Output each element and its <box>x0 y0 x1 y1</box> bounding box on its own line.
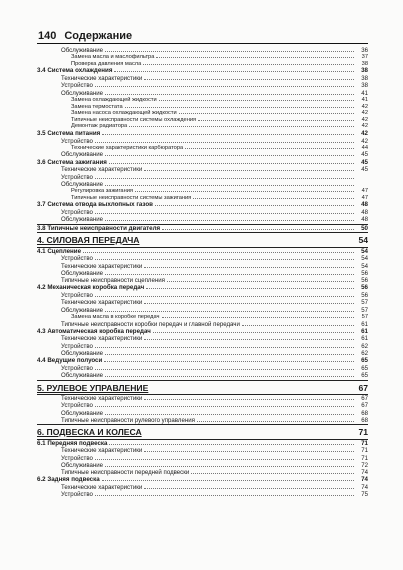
toc-entry-title: Типичные неисправности системы охлаждения <box>71 116 197 123</box>
toc-entry[interactable] <box>37 491 368 498</box>
toc-entry[interactable] <box>37 188 368 195</box>
toc-entry-title: Обслуживание <box>61 350 104 358</box>
toc-entry-title: Обслуживание <box>61 180 104 188</box>
toc-entry[interactable] <box>37 82 368 89</box>
toc-entry[interactable] <box>37 365 368 372</box>
toc-entry-title: Регулировка зажигания <box>71 188 133 195</box>
toc-page-number: 72 <box>361 461 368 469</box>
toc-entry[interactable] <box>37 255 368 262</box>
toc-entry[interactable] <box>37 195 368 202</box>
toc-entry[interactable] <box>37 97 368 104</box>
dot-leader <box>143 64 354 65</box>
toc-page-number: 38 <box>361 60 368 67</box>
dot-leader <box>156 57 354 58</box>
toc-page-number: 71 <box>358 427 368 438</box>
toc-entry[interactable] <box>37 455 368 462</box>
toc-page-number: 71 <box>361 447 368 455</box>
toc-page-number: 38 <box>361 82 368 90</box>
dot-leader <box>105 466 354 467</box>
toc-entry-title: Технические характеристики <box>61 166 143 174</box>
toc-entry-title: Технические характеристики <box>61 335 143 343</box>
dot-leader <box>95 213 354 214</box>
toc-entry-title: Проверка давления масла <box>71 60 142 67</box>
toc-entry[interactable] <box>37 138 368 145</box>
toc-page-number: 56 <box>361 284 368 292</box>
toc-entry-title: 3.4 Система охлаждения <box>37 67 113 75</box>
dot-leader <box>179 113 354 114</box>
toc-entry[interactable] <box>37 61 368 68</box>
toc-page-number: 42 <box>361 123 368 130</box>
toc-entry-title: Типичные неисправности коробки передач и главной передачи <box>61 320 240 328</box>
toc-entry-title: Технические характеристики <box>61 484 143 492</box>
toc-entry[interactable] <box>37 181 368 188</box>
toc-section[interactable] <box>37 130 368 138</box>
dot-leader <box>167 281 354 282</box>
toc-page-number: 65 <box>361 372 368 380</box>
toc-entry[interactable] <box>37 145 368 152</box>
dot-leader <box>144 339 354 340</box>
dot-leader <box>155 205 354 206</box>
toc-section[interactable] <box>37 440 368 448</box>
dot-leader <box>95 296 354 297</box>
page-number: 140 <box>38 30 57 42</box>
dot-leader <box>198 120 354 121</box>
dot-leader <box>105 220 354 221</box>
toc-page-number: 57 <box>361 306 368 314</box>
toc-entry-title: 4.3 Автоматическая коробка передач <box>37 327 151 335</box>
dot-leader <box>105 414 354 415</box>
toc-entry[interactable] <box>37 292 368 299</box>
dot-leader <box>185 148 354 149</box>
toc-page-number: 54 <box>361 247 368 255</box>
toc-page-number: 71 <box>361 454 368 462</box>
toc-entry[interactable] <box>37 343 368 350</box>
dot-leader <box>144 488 354 489</box>
dot-leader <box>102 134 354 135</box>
toc-chapter[interactable] <box>37 427 368 439</box>
toc-entry[interactable] <box>37 462 368 469</box>
toc-entry-title: Замена термостата <box>71 103 123 110</box>
toc-entry-title: Обслуживание <box>61 216 104 224</box>
toc-page-number: 67 <box>361 402 368 410</box>
dot-leader <box>125 107 354 108</box>
toc-entry[interactable] <box>37 395 368 402</box>
section-rule <box>37 424 368 425</box>
toc-entry-title: Типичные неисправности передней подвески <box>61 469 190 477</box>
running-title: Содержание <box>64 30 133 42</box>
toc-entry-title: Устройство <box>61 255 93 263</box>
toc-page-number: 42 <box>361 110 368 117</box>
toc-entry-title: Устройство <box>61 82 93 90</box>
dot-leader <box>242 325 354 326</box>
toc-entry[interactable] <box>37 372 368 379</box>
toc-entry[interactable] <box>37 263 368 270</box>
toc-section[interactable] <box>37 67 368 75</box>
toc-entry[interactable] <box>37 90 368 97</box>
toc-page-number: 74 <box>361 476 368 484</box>
toc-entry-title: Устройство <box>61 454 93 462</box>
toc-entry[interactable] <box>37 75 368 82</box>
toc-entry-title: Типичные неисправности системы зажигания <box>71 194 192 201</box>
toc-section[interactable] <box>37 284 368 292</box>
toc-page-number: 75 <box>361 491 368 499</box>
toc-entry-title: Обслуживание <box>61 461 104 469</box>
dot-leader <box>146 288 354 289</box>
toc-page-number: 45 <box>361 166 368 174</box>
toc-page-number: 65 <box>361 364 368 372</box>
dot-leader <box>83 252 354 253</box>
dot-leader <box>135 191 354 192</box>
toc-entry-title: Замена насоса охлаждающей жидкости <box>71 110 177 117</box>
toc-page-number: 37 <box>361 54 368 61</box>
dot-leader <box>159 100 354 101</box>
toc-entry[interactable] <box>37 484 368 491</box>
dot-leader <box>95 495 354 496</box>
toc-page-number: 57 <box>361 313 368 320</box>
toc-entry[interactable] <box>37 402 368 409</box>
toc-entry-title: Типичные неисправности рулевого управления <box>61 416 195 424</box>
dot-leader <box>95 347 354 348</box>
toc-page-number: 54 <box>358 235 368 246</box>
dot-leader <box>105 354 354 355</box>
toc-page-number: 65 <box>361 357 368 365</box>
toc-entry-title: Технические характеристики <box>61 262 143 270</box>
toc-entry[interactable] <box>37 299 368 306</box>
running-head <box>38 30 132 42</box>
toc-entry[interactable] <box>37 117 368 124</box>
toc-section[interactable] <box>37 201 368 209</box>
section-rule <box>37 232 368 233</box>
toc-page-number: 61 <box>361 335 368 343</box>
toc-entry-title: 4. СИЛОВАЯ ПЕРЕДАЧА <box>37 235 140 246</box>
dot-leader <box>105 274 354 275</box>
toc-page-number: 67 <box>361 395 368 402</box>
toc-page-number: 36 <box>361 47 368 54</box>
toc-entry-title: 6.2 Задняя подвеска <box>37 476 100 484</box>
toc-entry-title: Демонтаж радиатора <box>71 123 128 130</box>
toc-entry[interactable] <box>37 469 368 476</box>
dot-leader <box>144 303 354 304</box>
toc-entry-title: Технические характеристики <box>61 299 143 307</box>
toc-entry-title: Технические характеристики <box>61 395 143 402</box>
dot-leader <box>114 71 354 72</box>
toc-page-number: 42 <box>361 116 368 123</box>
toc-entry-title: 3.5 Система питания <box>37 129 101 137</box>
toc-entry-title: Технические характеристики карбюратора <box>71 144 184 151</box>
toc-page-number: 62 <box>361 350 368 358</box>
toc-section[interactable] <box>37 248 368 256</box>
toc-entry-title: Обслуживание <box>61 409 104 417</box>
toc-page-number: 74 <box>361 484 368 492</box>
toc-entry-title: Замена масла в коробке передач <box>71 313 160 320</box>
toc-entry-title: Обслуживание <box>61 89 104 97</box>
toc-page-number: 47 <box>361 194 368 201</box>
dot-leader <box>102 480 354 481</box>
toc-page-number: 54 <box>361 255 368 263</box>
dot-leader <box>109 444 354 445</box>
toc-entry-title: Обслуживание <box>61 372 104 380</box>
dot-leader <box>144 267 354 268</box>
dot-leader <box>162 229 354 230</box>
toc-entry[interactable] <box>37 110 368 117</box>
toc-page-number: 57 <box>361 299 368 307</box>
toc-entry-title: Замена масла и маслофильтра <box>71 54 155 61</box>
toc-entry[interactable] <box>37 174 368 181</box>
toc-page-number: 45 <box>361 158 368 166</box>
dot-leader <box>95 259 354 260</box>
toc-entry-title: 4.2 Механическая коробка передач <box>37 284 145 292</box>
toc-chapter[interactable] <box>37 383 368 395</box>
toc-page-number: 71 <box>361 439 368 447</box>
toc-page-number: 47 <box>361 188 368 195</box>
dot-leader <box>105 94 354 95</box>
dot-leader <box>197 421 354 422</box>
dot-leader <box>129 126 354 127</box>
toc-page-number: 41 <box>361 96 368 103</box>
toc-page-number: 62 <box>361 342 368 350</box>
toc-entry-title: Устройство <box>61 292 93 300</box>
toc-page-number: 68 <box>361 416 368 424</box>
header-rule <box>37 43 368 44</box>
toc-entry-title: Устройство <box>61 491 93 499</box>
dot-leader <box>105 311 354 312</box>
toc-entry-title: 5. РУЛЕВОЕ УПРАВЛЕНИЕ <box>37 382 149 393</box>
toc-entry[interactable] <box>37 417 368 424</box>
toc-entry[interactable] <box>37 335 368 342</box>
toc-entry[interactable] <box>37 447 368 454</box>
toc-page-number: 45 <box>361 151 368 159</box>
toc-entry-title: Технические характеристики <box>61 75 143 83</box>
toc-page-number: 44 <box>361 144 368 151</box>
toc-page-number: 48 <box>361 201 368 209</box>
toc-entry-title: 3.8 Типичные неисправности двигателя <box>37 224 161 232</box>
toc-page-number: 74 <box>361 469 368 477</box>
dot-leader <box>95 142 354 143</box>
dot-leader <box>191 473 354 474</box>
toc-entry-title: Типичные неисправности сцепления <box>61 277 165 285</box>
dot-leader <box>105 155 354 156</box>
dot-leader <box>144 399 354 400</box>
toc-page-number: 68 <box>361 409 368 417</box>
dot-leader <box>109 163 354 164</box>
toc-entry[interactable] <box>37 209 368 216</box>
toc-entry-title: 3.6 Система зажигания <box>37 158 107 166</box>
toc-entry-title: 6. ПОДВЕСКА И КОЛЕСА <box>37 427 142 438</box>
toc-entry-title: Устройство <box>61 342 93 350</box>
toc-entry[interactable] <box>37 47 368 54</box>
toc-page-number: 48 <box>361 208 368 216</box>
toc-entry[interactable] <box>37 321 368 328</box>
toc-page-number: 61 <box>361 327 368 335</box>
toc-page-number: 50 <box>361 224 368 232</box>
toc-page-number: 38 <box>361 67 368 75</box>
toc-page-number: 56 <box>361 277 368 285</box>
toc-entry[interactable] <box>37 104 368 111</box>
toc-entry-title: 4.1 Сцепление <box>37 247 82 255</box>
toc-section[interactable] <box>37 328 368 336</box>
toc-entry-title: Обслуживание <box>61 269 104 277</box>
toc-section[interactable] <box>37 357 368 365</box>
toc-entry[interactable] <box>37 54 368 61</box>
dot-leader <box>144 451 354 452</box>
dot-leader <box>95 369 354 370</box>
dot-leader <box>144 79 354 80</box>
toc-entry[interactable] <box>37 314 368 321</box>
toc-entry[interactable] <box>37 216 368 223</box>
toc-entry[interactable] <box>37 123 368 130</box>
table-of-contents <box>37 47 368 499</box>
toc-entry[interactable] <box>37 350 368 357</box>
toc-page-number: 61 <box>361 320 368 328</box>
toc-entry-title: Устройство <box>61 208 93 216</box>
toc-page-number: 48 <box>361 216 368 224</box>
toc-page-number: 42 <box>361 137 368 145</box>
toc-entry-title: 4.4 Ведущие полуоси <box>37 357 103 365</box>
toc-entry[interactable] <box>37 307 368 314</box>
toc-page-number: 67 <box>358 382 368 393</box>
toc-entry-title: Обслуживание <box>61 151 104 159</box>
toc-entry-title: 6.1 Передняя подвеска <box>37 439 108 447</box>
toc-entry-title: Замена охлаждающей жидкости <box>71 96 157 103</box>
dot-leader <box>105 185 354 186</box>
toc-page-number: 38 <box>361 75 368 83</box>
dot-leader <box>95 178 354 179</box>
toc-entry-title: Устройство <box>61 364 93 372</box>
dot-leader <box>95 406 354 407</box>
toc-entry-title: Обслуживание <box>61 47 104 54</box>
dot-leader <box>144 170 354 171</box>
dot-leader <box>105 376 354 377</box>
dot-leader <box>193 198 354 199</box>
toc-entry[interactable] <box>37 166 368 173</box>
toc-section[interactable] <box>37 476 368 484</box>
toc-page-number: 42 <box>361 103 368 110</box>
dot-leader <box>153 332 354 333</box>
toc-section[interactable] <box>37 225 368 233</box>
toc-chapter[interactable] <box>37 235 368 247</box>
toc-entry[interactable] <box>37 151 368 158</box>
toc-entry-title: Устройство <box>61 402 93 410</box>
toc-page-number: 56 <box>361 269 368 277</box>
toc-entry-title: Обслуживание <box>61 306 104 314</box>
toc-entry[interactable] <box>37 270 368 277</box>
dot-leader <box>162 317 355 318</box>
dot-leader <box>105 51 354 52</box>
toc-page-number: 41 <box>361 89 368 97</box>
dot-leader <box>104 361 354 362</box>
toc-entry-title: Устройство <box>61 173 93 181</box>
dot-leader <box>95 86 354 87</box>
toc-entry[interactable] <box>37 410 368 417</box>
section-rule <box>37 380 368 381</box>
toc-entry-title: 3.7 Система отвода выхлопных газов <box>37 201 153 209</box>
toc-section[interactable] <box>37 159 368 167</box>
toc-page-number: 56 <box>361 292 368 300</box>
toc-entry-title: Технические характеристики <box>61 447 143 455</box>
toc-page-number: 54 <box>361 262 368 270</box>
toc-page-number: 42 <box>361 129 368 137</box>
dot-leader <box>95 459 354 460</box>
toc-entry-title: Устройство <box>61 137 93 145</box>
toc-entry[interactable] <box>37 277 368 284</box>
